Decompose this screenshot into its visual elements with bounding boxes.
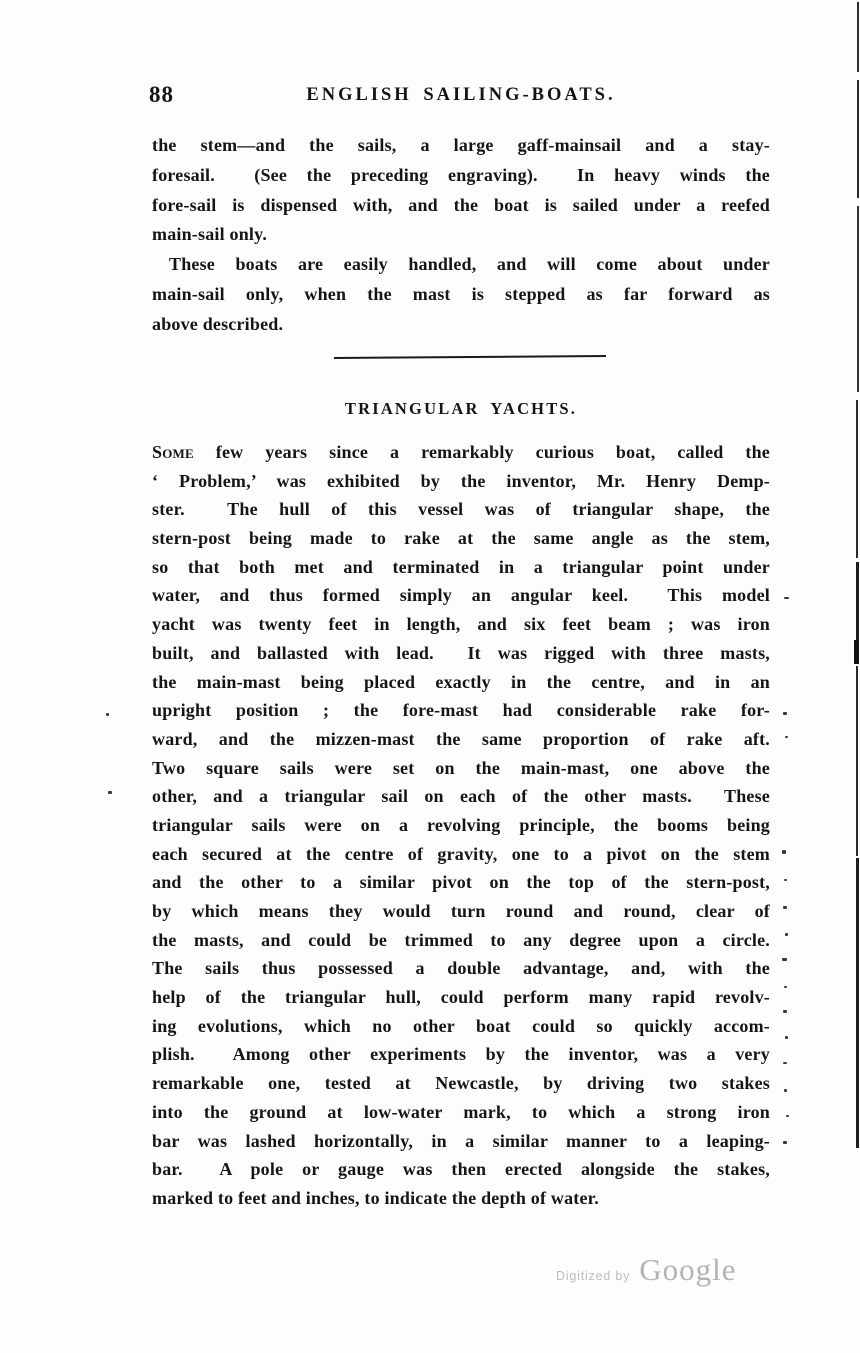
section-body (152, 438, 770, 1213)
text-line: built, and ballasted with lead. It was rigged with three masts, (152, 642, 770, 663)
text-line: bar was lashed horizontally, in a similar manner to a leaping- (152, 1130, 770, 1151)
text-line: by which means they would turn round and round, clear of (152, 901, 770, 921)
scan-speck (785, 736, 788, 738)
scan-speck (785, 933, 788, 936)
text-line: ward, and the mizzen-mast the same proportion of rake aft. (152, 728, 770, 749)
text-line: other, and a triangular sail on each of the other masts. These (152, 786, 770, 807)
text-line: main-sail only, when the mast is stepped as far forward as (152, 283, 770, 304)
running-title: ENGLISH SAILING-BOATS. (306, 85, 616, 105)
text-line: ster. The hull of this vessel was of triangular shape, the (152, 499, 770, 520)
page-number: 88 (149, 82, 174, 107)
text-line: triangular sails were on a revolving principle, the booms being (152, 814, 770, 835)
section-divider-rule (334, 355, 606, 359)
section-heading: TRIANGULAR YACHTS. (344, 399, 578, 418)
text-line: yacht was twenty feet in length, and six feet beam ; was iron (152, 614, 770, 635)
scan-speck (784, 597, 789, 599)
text-line: and the other to a similar pivot on the top of the stern-post, (152, 872, 770, 893)
text-line: Two square sails were set on the main-mast, one above the (152, 757, 770, 778)
text-line: marked to feet and inches, to indicate the depth of water. (152, 1187, 599, 1208)
text-line: foresail. (See the preceding engraving). In heavy winds the (152, 164, 770, 185)
text-line: water, and thus formed simply an angular keel. This model (152, 585, 770, 606)
text-line: The sails thus possessed a double advantage, and, with the (152, 958, 770, 979)
scan-speck (106, 713, 109, 716)
text-line: stern-post being made to rake at the same angle as the stem, (152, 528, 770, 549)
watermark (556, 1252, 736, 1288)
watermark-prefix: Digitized by (556, 1269, 631, 1283)
text-line: so that both met and terminated in a triangular point under (152, 556, 770, 577)
text-line: into the ground at low-water mark, to which a strong iron (152, 1101, 770, 1122)
text-line: the stem—and the sails, a large gaff-mainsail and a stay- (152, 135, 770, 155)
scan-speck (782, 958, 787, 961)
text-line: ‘ Problem,’ was exhibited by the inventor, Mr. Henry Demp- (152, 470, 770, 491)
scan-speck (784, 1089, 787, 1092)
text-line: bar. A pole or gauge was then erected alongside the stakes, (152, 1159, 770, 1180)
scan-speck (785, 1036, 788, 1039)
text-line: above described. (152, 313, 284, 334)
text-line: the main-mast being placed exactly in the centre, and in an (152, 671, 770, 692)
scan-artifact-right-edge (856, 400, 858, 558)
scan-speck (783, 1010, 787, 1013)
text-line: ing evolutions, which no other boat could so quickly accom- (152, 1015, 770, 1036)
scan-speck (783, 1062, 787, 1064)
scan-artifact-right-edge (857, 80, 859, 198)
scan-artifact-right-edge (856, 858, 859, 1148)
text-line: upright position ; the fore-mast had considerable rake for- (152, 700, 770, 721)
small-caps-lead-word: Some (152, 442, 194, 462)
google-wordmark: Google (639, 1252, 737, 1287)
scan-artifact-right-edge (857, 2, 859, 72)
scan-speck (108, 791, 112, 794)
scan-speck (784, 986, 787, 988)
scan-speck (783, 712, 787, 715)
text-line: Some few years since a remarkably curious boat, called the (152, 442, 770, 462)
text-line: help of the triangular hull, could perform many rapid revolv- (152, 987, 770, 1008)
text-line: remarkable one, tested at Newcastle, by driving two stakes (152, 1073, 770, 1094)
scan-speck (783, 1141, 787, 1144)
text-line: plish. Among other experiments by the inventor, was a very (152, 1044, 770, 1065)
text-line: main-sail only. (152, 224, 268, 245)
scan-artifact-right-edge (857, 206, 859, 392)
text-line: the masts, and could be trimmed to any degree upon a circle. (152, 929, 770, 950)
intro-paragraphs (152, 131, 770, 340)
scan-speck (782, 850, 786, 854)
scan-artifact-right-edge (854, 640, 859, 664)
scan-artifact-right-edge (856, 666, 858, 856)
text-line: fore-sail is dispensed with, and the boat is sailed under a reefed (152, 194, 770, 215)
text-line: each secured at the centre of gravity, one to a pivot on the stem (152, 843, 770, 864)
scan-speck (784, 879, 787, 881)
scan-speck (786, 1115, 789, 1117)
text-line: These boats are easily handled, and will come about under (169, 254, 770, 275)
scan-speck (783, 906, 787, 909)
